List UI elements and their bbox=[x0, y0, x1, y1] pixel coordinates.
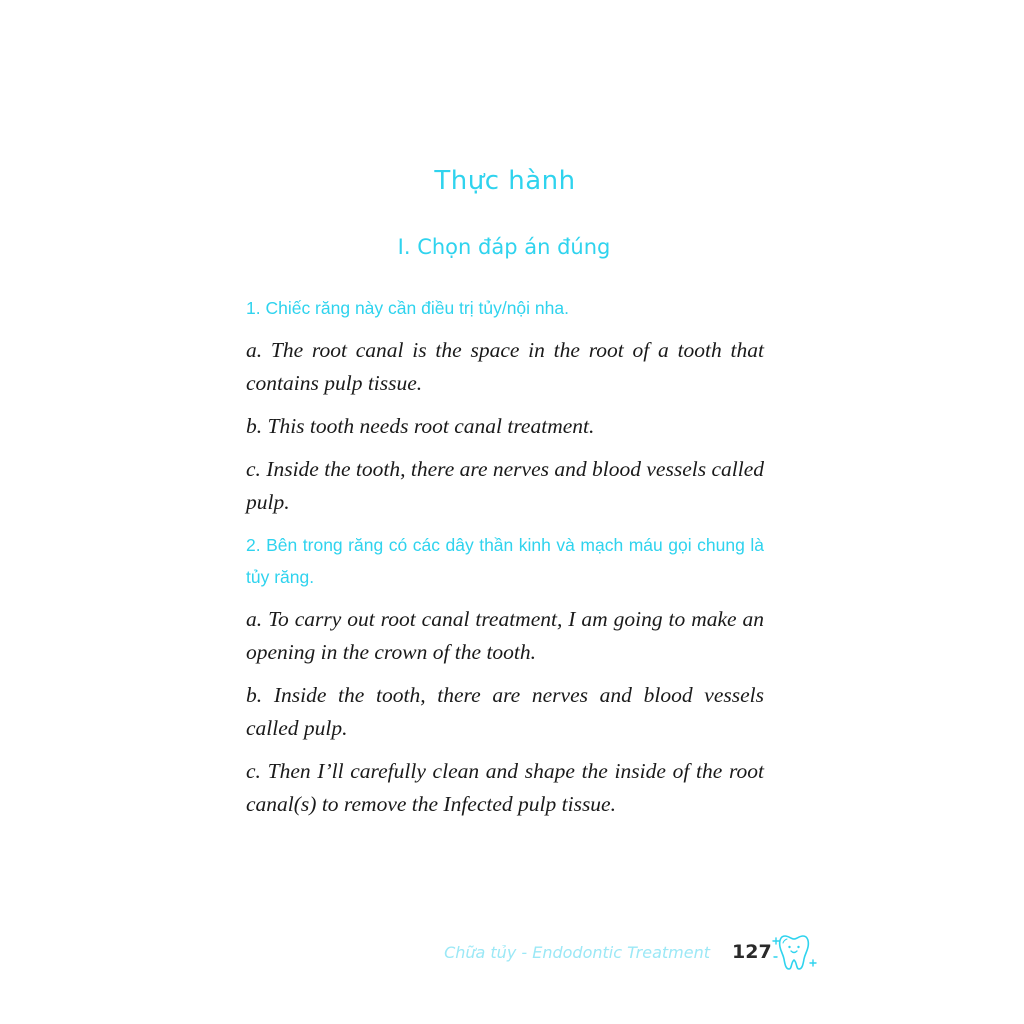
page-number: 127 bbox=[732, 941, 772, 963]
page-footer bbox=[0, 935, 1024, 975]
question-prompt: 2. Bên trong răng có các dây thần kinh và mạch máu gọi chung là tủy răng. bbox=[246, 535, 764, 587]
question-block-2 bbox=[246, 529, 764, 821]
tooth-icon bbox=[770, 930, 818, 972]
running-title: Chữa tủy - Endodontic Treatment bbox=[444, 943, 710, 962]
answer-option: a. The root canal is the space in the root of a tooth that contains pulp tissue. bbox=[246, 338, 764, 395]
answer-option: b. This tooth needs root canal treatment. bbox=[246, 414, 595, 438]
answer-option: a. To carry out root canal treatment, I am going to make an opening in the crown of the tooth. bbox=[246, 607, 764, 664]
exercise-content bbox=[246, 292, 764, 831]
answer-option: b. Inside the tooth, there are nerves and blood vessels called pulp. bbox=[246, 683, 764, 740]
answer-option: c. Then I’ll carefully clean and shape the inside of the root canal(s) to remove the Infected pulp tissue. bbox=[246, 759, 764, 816]
answer-option: c. Inside the tooth, there are nerves and blood vessels called pulp. bbox=[246, 457, 764, 514]
question-prompt: 1. Chiếc răng này cần điều trị tủy/nội nha. bbox=[246, 298, 569, 318]
question-block-1 bbox=[246, 292, 764, 519]
page-title: Thực hành bbox=[434, 166, 576, 196]
section-heading: I. Chọn đáp án đúng bbox=[397, 235, 611, 259]
